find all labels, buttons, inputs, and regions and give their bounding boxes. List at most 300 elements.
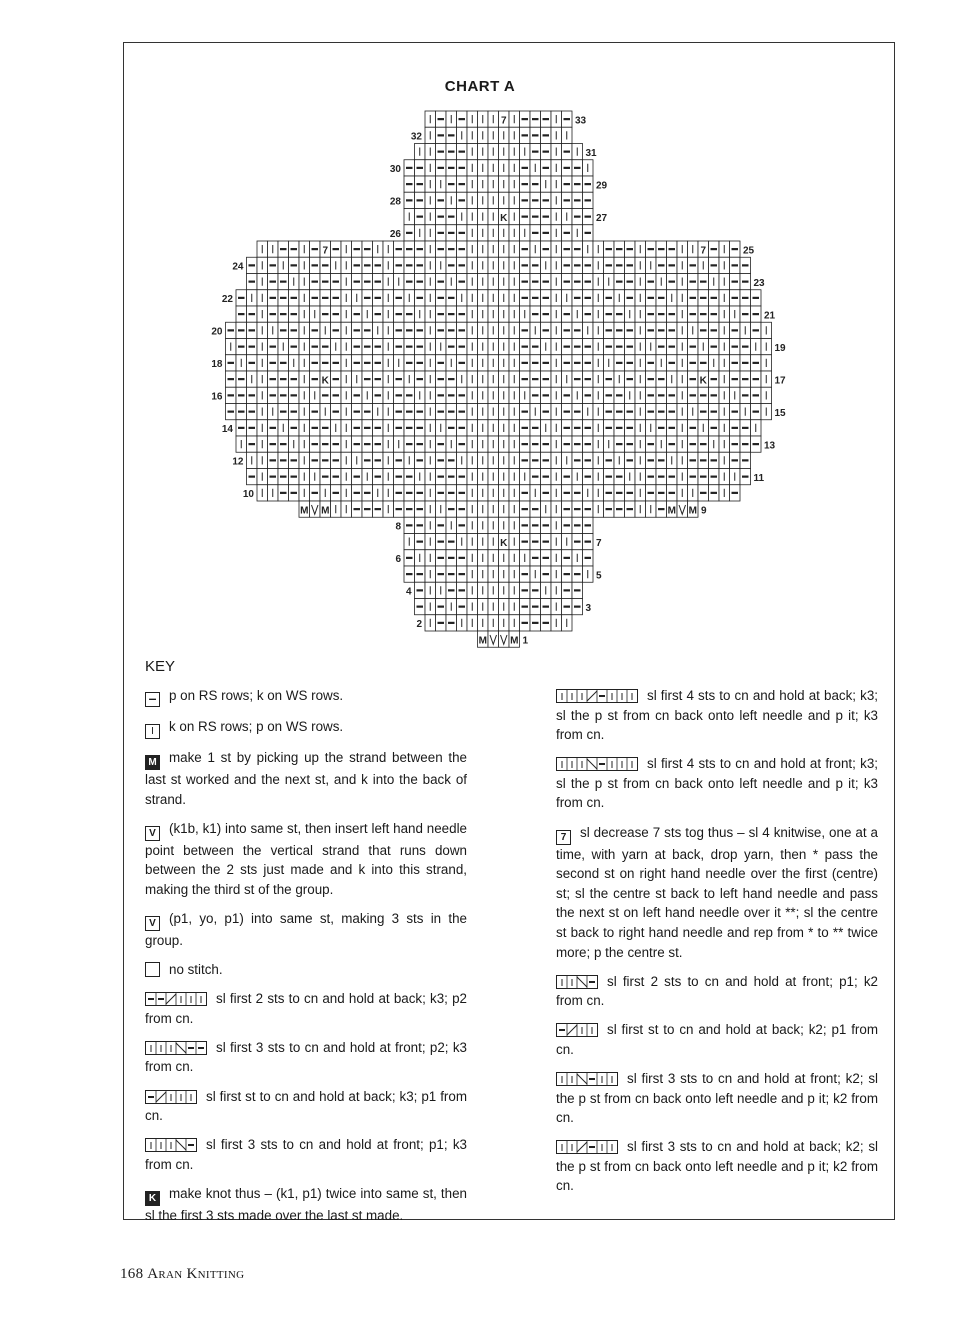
chart-cell (488, 257, 499, 273)
chart-cell (446, 534, 457, 550)
chart-cell (425, 582, 436, 598)
key-entry-text: make knot thus – (k1, p1) twice into same st, then sl the first 3 sts made over the last st made. (145, 1185, 467, 1223)
chart-cell (499, 192, 510, 208)
chart-cell (383, 241, 394, 257)
chart-cell (415, 387, 426, 403)
chart-cell (688, 241, 699, 257)
chart-cell (635, 452, 646, 468)
chart-cell (625, 387, 636, 403)
chart-cell (320, 274, 331, 290)
chart-cell (467, 599, 478, 615)
chart-cell (467, 160, 478, 176)
chart-cell (394, 339, 405, 355)
chart-cell (278, 420, 289, 436)
chart-cell (730, 257, 741, 273)
chart-cell (425, 111, 436, 127)
chart-cell (373, 355, 384, 371)
chart-cell (499, 111, 510, 127)
chart-cell (436, 566, 447, 582)
chart-cell (404, 160, 415, 176)
key-left-column (145, 686, 467, 1235)
chart-cell (278, 274, 289, 290)
chart-cell (688, 274, 699, 290)
chart-cell (352, 306, 363, 322)
row-label-left: 12 (232, 456, 244, 468)
chart-cell (730, 436, 741, 452)
chart-cell (310, 290, 321, 306)
chart-cell (646, 485, 657, 501)
chart-cell (278, 339, 289, 355)
chart-cell (478, 485, 489, 501)
chart-cell (362, 339, 373, 355)
chart-cell (509, 111, 520, 127)
chart-cell (572, 371, 583, 387)
chart-cell (478, 501, 489, 517)
chart-cell (583, 241, 594, 257)
chart-cell (499, 550, 510, 566)
chart-cell (656, 371, 667, 387)
chart-cell (383, 452, 394, 468)
chart-cell (436, 160, 447, 176)
chart-cell (509, 534, 520, 550)
chart-cell (551, 274, 562, 290)
chart-cell (509, 550, 520, 566)
chart-cell (226, 404, 237, 420)
chart-cell (247, 436, 258, 452)
chart-cell (446, 209, 457, 225)
chart-cell (362, 436, 373, 452)
chart-cell (499, 452, 510, 468)
cable-symbol-icon (556, 975, 598, 989)
chart-cell (551, 209, 562, 225)
chart-cell (415, 566, 426, 582)
chart-cell (719, 420, 730, 436)
chart-cell (257, 469, 268, 485)
chart-cell (541, 599, 552, 615)
chart-cell (509, 209, 520, 225)
chart-cell (394, 241, 405, 257)
chart-cell (488, 550, 499, 566)
chart-cell (436, 387, 447, 403)
chart-cell (362, 355, 373, 371)
chart-cell (362, 290, 373, 306)
chart-cell (467, 371, 478, 387)
key-entry-text: sl decrease 7 sts tog thus – sl 4 knitwise, one at a time, with yarn at back, drop yarn, then * pass the second st on right hand needle over the first (centre) st; sl the centre st back to left hand needle and pass the next st on left hand needle over it **; sl the centre st back to right hand needle and rep from * to ** twice more; p the centre st. (556, 824, 878, 960)
chart-cell (593, 485, 604, 501)
chart-cell (236, 420, 247, 436)
chart-cell (583, 566, 594, 582)
chart-cell (698, 485, 709, 501)
chart-cell (562, 322, 573, 338)
chart-cell (331, 420, 342, 436)
chart-cell (467, 127, 478, 143)
chart-cell (656, 306, 667, 322)
chart-cell (436, 436, 447, 452)
chart-cell (562, 209, 573, 225)
chart-cell (268, 436, 279, 452)
chart-cell (446, 436, 457, 452)
chart-cell (730, 371, 741, 387)
chart-cell (761, 404, 772, 420)
chart-cell (446, 469, 457, 485)
chart-cell (530, 192, 541, 208)
chart-cell (520, 290, 531, 306)
chart-cell (520, 469, 531, 485)
chart-cell (278, 355, 289, 371)
chart-cell (551, 160, 562, 176)
chart-cell (425, 306, 436, 322)
chart-cell (509, 599, 520, 615)
chart-cell (530, 550, 541, 566)
chart-cell (268, 420, 279, 436)
chart-cell (604, 501, 615, 517)
key-entry-text: (p1, yo, p1) into same st, making 3 sts in the group. (145, 910, 467, 948)
chart-cell (698, 420, 709, 436)
chart-cell (362, 257, 373, 273)
chart-cell (478, 599, 489, 615)
chart-cell (415, 355, 426, 371)
chart-cell (499, 420, 510, 436)
chart-cell (688, 339, 699, 355)
cable-symbol-icon (556, 1140, 618, 1154)
chart-cell (488, 452, 499, 468)
chart-cell (635, 290, 646, 306)
chart-cell (520, 225, 531, 241)
chart-cell (740, 257, 751, 273)
chart-cell (478, 469, 489, 485)
key-entry (145, 960, 467, 980)
chart-cell (730, 404, 741, 420)
chart-cell (478, 517, 489, 533)
chart-cell (352, 501, 363, 517)
chart-cell (572, 582, 583, 598)
chart-cell (499, 241, 510, 257)
chart-cell (457, 225, 468, 241)
chart-cell (530, 209, 541, 225)
chart-cell (604, 355, 615, 371)
V-symbol-icon: V (145, 826, 160, 841)
chart-cell (730, 274, 741, 290)
chart-cell (646, 452, 657, 468)
chart-cell (530, 371, 541, 387)
chart-cell (320, 371, 331, 387)
chart-cell (614, 452, 625, 468)
chart-cell (530, 111, 541, 127)
chart-cell (530, 322, 541, 338)
chart-cell (635, 306, 646, 322)
chart-cell (761, 371, 772, 387)
chart-cell (614, 306, 625, 322)
chart-cell (551, 501, 562, 517)
chart-cell (499, 387, 510, 403)
chart-cell (530, 404, 541, 420)
chart-cell (488, 176, 499, 192)
cable-symbol-icon (556, 1072, 618, 1086)
chart-cell (688, 371, 699, 387)
row-label-left: 18 (211, 359, 223, 370)
chart-cell (352, 469, 363, 485)
chart-cell (583, 436, 594, 452)
chart-cell (520, 339, 531, 355)
chart-cell (257, 290, 268, 306)
chart-cell (268, 387, 279, 403)
chart-cell (425, 387, 436, 403)
chart-cell (425, 322, 436, 338)
chart-cell (394, 436, 405, 452)
chart-cell (509, 404, 520, 420)
svg-text:M: M (300, 505, 309, 517)
row-label-left: 16 (211, 391, 223, 403)
chart-cell (341, 306, 352, 322)
chart-cell (467, 192, 478, 208)
chart-cell (572, 160, 583, 176)
chart-cell (247, 355, 258, 371)
row-label-right: 17 (774, 375, 786, 387)
chart-cell (373, 322, 384, 338)
chart-cell (719, 339, 730, 355)
chart-cell (320, 290, 331, 306)
chart-cell (478, 209, 489, 225)
chart-cell (751, 371, 762, 387)
chart-cell (457, 420, 468, 436)
chart-cell (352, 404, 363, 420)
chart-cell (488, 339, 499, 355)
chart-cell (583, 209, 594, 225)
chart-cell (478, 404, 489, 420)
K-symbol-icon: K (145, 1191, 160, 1206)
chart-cell (604, 241, 615, 257)
chart-cell (614, 485, 625, 501)
row-label-left: 4 (405, 586, 412, 598)
key-entry (556, 1137, 878, 1196)
chart-cell (572, 501, 583, 517)
chart-cell (646, 387, 657, 403)
chart-cell (541, 144, 552, 160)
chart-cell (404, 355, 415, 371)
chart-cell (278, 306, 289, 322)
chart-cell (415, 436, 426, 452)
chart-cell (551, 420, 562, 436)
chart-cell (341, 452, 352, 468)
key-entry (145, 1184, 467, 1226)
chart-cell (394, 485, 405, 501)
chart-cell (614, 387, 625, 403)
chart-cell (562, 566, 573, 582)
key-entry-text: k on RS rows; p on WS rows. (169, 718, 344, 734)
page-number: 168 (120, 1266, 144, 1282)
chart-cell (299, 355, 310, 371)
chart-cell (625, 306, 636, 322)
chart-cell (467, 241, 478, 257)
chart-cell (719, 436, 730, 452)
chart-cell (562, 420, 573, 436)
svg-text:K: K (500, 537, 508, 549)
chart-cell (478, 436, 489, 452)
chart-cell (625, 485, 636, 501)
chart-cell (457, 582, 468, 598)
chart-cell (362, 420, 373, 436)
chart-cell (499, 631, 510, 647)
chart-cell (331, 241, 342, 257)
chart-cell (373, 306, 384, 322)
chart-cell (730, 290, 741, 306)
chart-cell (268, 469, 279, 485)
chart-cell (614, 290, 625, 306)
chart-cell (709, 274, 720, 290)
chart-cell (446, 290, 457, 306)
chart-cell (719, 371, 730, 387)
chart-cell (530, 127, 541, 143)
chart-cell (457, 176, 468, 192)
chart-cell (268, 452, 279, 468)
chart-cell (499, 209, 510, 225)
chart-cell (499, 290, 510, 306)
chart-cell (467, 355, 478, 371)
chart-cell (404, 501, 415, 517)
chart-cell (278, 452, 289, 468)
chart-cell (341, 371, 352, 387)
chart-cell (404, 420, 415, 436)
chart-cell (677, 420, 688, 436)
chart-cell (310, 274, 321, 290)
chart-cell (635, 387, 646, 403)
chart-cell (614, 241, 625, 257)
chart-cell (677, 322, 688, 338)
chart-cell (719, 241, 730, 257)
chart-cell (698, 306, 709, 322)
chart-cell (373, 469, 384, 485)
chart-cell (425, 160, 436, 176)
chart-cell (698, 387, 709, 403)
chart-cell (572, 144, 583, 160)
chart-cell (551, 322, 562, 338)
chart-cell (467, 387, 478, 403)
chart-cell (667, 469, 678, 485)
chart-cell (656, 257, 667, 273)
chart-cell (488, 306, 499, 322)
chart-cell (457, 192, 468, 208)
chart-cell (614, 436, 625, 452)
chart-cell (688, 290, 699, 306)
chart-cell (656, 290, 667, 306)
chart-cell (604, 452, 615, 468)
chart-cell (635, 322, 646, 338)
chart-cell (289, 452, 300, 468)
chart-cell (604, 420, 615, 436)
chart-cell (635, 355, 646, 371)
chart-cell (583, 355, 594, 371)
chart-cell (583, 501, 594, 517)
chart-cell (446, 127, 457, 143)
chart-cell (593, 469, 604, 485)
chart-cell (373, 371, 384, 387)
chart-cell (341, 339, 352, 355)
chart-cell (719, 322, 730, 338)
chart-cell (646, 257, 657, 273)
chart-cell (530, 615, 541, 631)
chart-cell (530, 241, 541, 257)
chart-cell (730, 306, 741, 322)
chart-cell (551, 192, 562, 208)
chart-cell (499, 160, 510, 176)
chart-cell (478, 339, 489, 355)
chart-cell (446, 355, 457, 371)
chart-cell (520, 371, 531, 387)
chart-cell (320, 387, 331, 403)
chart-cell (299, 257, 310, 273)
chart-cell (446, 111, 457, 127)
chart-cell (499, 599, 510, 615)
chart-cell (415, 290, 426, 306)
chart-cell (436, 469, 447, 485)
chart-cell (572, 387, 583, 403)
chart-cell (656, 339, 667, 355)
chart-cell (562, 176, 573, 192)
chart-cell (509, 306, 520, 322)
row-label-left: 8 (395, 521, 401, 533)
chart-cell (383, 355, 394, 371)
chart-cell (467, 452, 478, 468)
chart-cell (467, 404, 478, 420)
chart-cell (478, 615, 489, 631)
chart-cell (509, 452, 520, 468)
chart-cell (289, 404, 300, 420)
chart-cell (415, 404, 426, 420)
chart-cell (257, 355, 268, 371)
chart-cell (635, 339, 646, 355)
chart-cell (562, 274, 573, 290)
chart-cell (520, 111, 531, 127)
chart-cell (446, 387, 457, 403)
chart-cell (373, 420, 384, 436)
chart-cell (509, 517, 520, 533)
chart-cell (520, 550, 531, 566)
chart-cell (625, 290, 636, 306)
chart-cell (289, 339, 300, 355)
chart-cell (478, 631, 489, 647)
chart-cell (278, 485, 289, 501)
chart-cell (268, 257, 279, 273)
svg-text:K: K (500, 212, 508, 224)
chart-cell (383, 485, 394, 501)
chart-cell (593, 339, 604, 355)
chart-cell (257, 306, 268, 322)
chart-cell (572, 274, 583, 290)
chart-cell (719, 290, 730, 306)
chart-cell (572, 257, 583, 273)
row-label-right: 15 (774, 407, 786, 419)
chart-cell (446, 322, 457, 338)
chart-cell (541, 111, 552, 127)
chart-cell (373, 501, 384, 517)
chart-cell (520, 306, 531, 322)
chart-cell (562, 436, 573, 452)
chart-cell (635, 436, 646, 452)
chart-cell (551, 290, 562, 306)
chart-cell (656, 387, 667, 403)
chart-cell (488, 615, 499, 631)
chart-cell (562, 550, 573, 566)
chart-cell (320, 339, 331, 355)
chart-cell (509, 144, 520, 160)
chart-cell (625, 420, 636, 436)
chart-cell (394, 290, 405, 306)
chart-cell (383, 322, 394, 338)
chart-cell (740, 469, 751, 485)
chart-cell (320, 501, 331, 517)
chart-cell (404, 322, 415, 338)
chart-cell (488, 144, 499, 160)
